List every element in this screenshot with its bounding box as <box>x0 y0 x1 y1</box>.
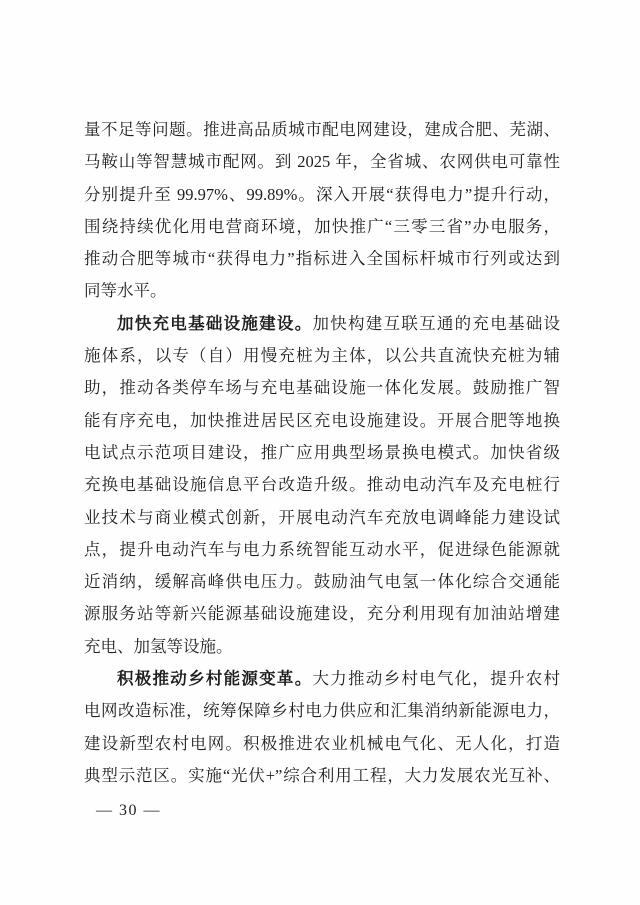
paragraph-lead: 加快充电基础设施建设。 <box>117 313 313 333</box>
text-line: 分别提升至 99.97%、99.89%。深入开展“获得电力”提升行动， <box>84 184 560 204</box>
text-line: 业技术与商业模式创新，开展电动汽车充放电调峰能力建设试 <box>84 507 560 527</box>
paragraph-lead-rest: 加快构建互联互通的充电基础设 <box>312 313 560 333</box>
text-line: 典型示范区。实施“光伏+”综合利用工程，大力发展农光互补、 <box>84 765 560 785</box>
text-line: 电试点示范项目建设，推广应用典型场景换电模式。加快省级 <box>84 442 560 462</box>
page-body <box>84 114 560 792</box>
text-line: 推动合肥等城市“获得电力”指标进入全国标杆城市行列或达到 <box>84 249 560 269</box>
text-line: 量不足等问题。推进高品质城市配电网建设，建成合肥、芜湖、 <box>84 120 560 139</box>
text-line: 围绕持续优化用电营商环境，加快推广“三零三省”办电服务， <box>84 216 560 236</box>
text-line: 充电、加氢等设施。 <box>84 636 233 656</box>
text-line: 点，提升电动汽车与电力系统智能互动水平，促进绿色能源就 <box>84 539 560 559</box>
paragraph-lead-rest: 大力推动乡村电气化，提升农村 <box>312 669 560 689</box>
paragraph-lead: 积极推动乡村能源变革。 <box>117 669 313 689</box>
text-line <box>84 308 560 340</box>
page-footer <box>96 800 161 822</box>
text-line: 充换电基础设施信息平台改造升级。推动电动汽车及充电桩行 <box>84 475 560 495</box>
text-line: 施体系，以专（自）用慢充桩为主体，以公共直流快充桩为辅 <box>84 346 560 366</box>
text-line: 近消纳，缓解高峰供电压力。鼓励油气电氢一体化综合交通能 <box>84 572 560 592</box>
text-line: 同等水平。 <box>84 281 167 301</box>
text-line: 能有序充电，加快推进居民区充电设施建设。开展合肥等地换 <box>84 410 560 430</box>
text-line <box>84 663 560 695</box>
text-line: 建设新型农村电网。积极推进农业机械电气化、无人化，打造 <box>84 733 560 753</box>
text-line: 电网改造标准，统筹保障乡村电力供应和汇集消纳新能源电力， <box>84 701 560 721</box>
text-line: 源服务站等新兴能源基础设施建设，充分利用现有加油站增建 <box>84 604 560 624</box>
text-line: 助，推动各类停车场与充电基础设施一体化发展。鼓励推广智 <box>84 378 560 398</box>
text-line: 马鞍山等智慧城市配网。到 2025 年，全省城、农网供电可靠性 <box>84 152 560 172</box>
page-number: — 30 — <box>96 802 161 819</box>
